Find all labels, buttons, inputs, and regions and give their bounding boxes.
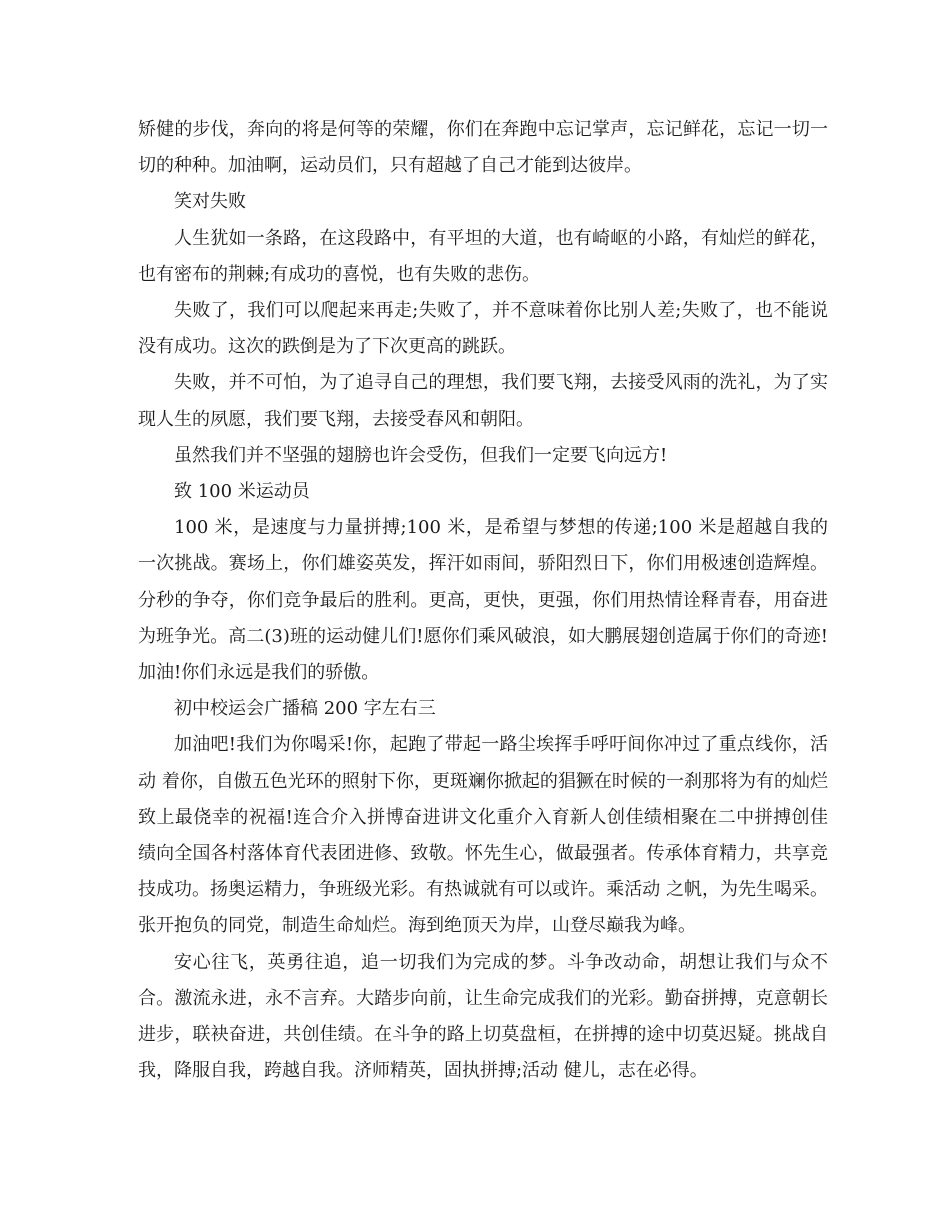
paragraph-3: 人生犹如一条路，在这段路中，有平坦的大道，也有崎岖的小路，有灿烂的鲜花，也有密布的荆棘;有成功的喜悦，也有失败的悲伤。 — [138, 227, 828, 285]
heading-smile-at-failure: 笑对失败 — [174, 191, 246, 213]
heading-100m-runners: 致 100 米运动员 — [174, 481, 310, 503]
document-page — [138, 112, 828, 1089]
heading-broadcast-three: 初中校运会广播稿 200 字左右三 — [174, 698, 436, 720]
paragraph-1: 矫健的步伐，奔向的将是何等的荣耀，你们在奔跑中忘记掌声，忘记鲜花，忘记一切一切的种种。加油啊，运动员们，只有超越了自己才能到达彼岸。 — [138, 119, 828, 177]
paragraph-11: 安心往飞，英勇往追，追一切我们为完成的梦。斗争改动命，胡想让我们与众不合。激流永进，永不言弃。大踏步向前，让生命完成我们的光彩。勤奋拼搏，克意朝长进步，联袂奋进，共创佳绩。在斗争的路上切莫盘桓，在拼搏的途中切莫迟疑。挑战自我，降服自我，跨越自我。济师精英，固执拼搏;活动 健儿，志在必得。 — [138, 951, 828, 1082]
paragraph-4: 失败了，我们可以爬起来再走;失败了，并不意味着你比别人差;失败了，也不能说没有成功。这次的跌倒是为了下次更高的跳跃。 — [138, 300, 828, 358]
paragraph-10: 加油吧!我们为你喝采!你，起跑了带起一路尘埃挥手呼吁间你冲过了重点线你，活动 着你，自傲五色光环的照射下你，更斑斓你掀起的猖獗在时候的一刹那将为有的灿烂致上最侥幸的祝福!连合介入拼博奋进讲文化重介入育新人创佳绩相聚在二中拼搏创佳绩向全国各村落体育代表团进修、致敬。怀先生心，做最强者。传承体育精力，共享竞技成功。扬奥运精力，争班级光彩。有热诚就有可以或许。乘活动 之帆，为先生喝采。张开抱负的同党，制造生命灿烂。海到绝顶天为岸，山登尽巅我为峰。 — [138, 734, 828, 937]
paragraph-6: 虽然我们并不坚强的翅膀也许会受伤，但我们一定要飞向远方! — [174, 444, 668, 466]
paragraph-5: 失败，并不可怕，为了追寻自己的理想，我们要飞翔，去接受风雨的洗礼，为了实现人生的夙愿，我们要飞翔，去接受春风和朝阳。 — [138, 372, 828, 430]
paragraph-8: 100 米，是速度与力量拼搏;100 米，是希望与梦想的传递;100 米是超越自我的一次挑战。赛场上，你们雄姿英发，挥汗如雨间，骄阳烈日下，你们用极速创造辉煌。分秒的争夺，你们竞争最后的胜利。更高，更快，更强，你们用热情诠释青春，用奋进为班争光。高二(3)班的运动健儿们!愿你们乘风破浪，如大鹏展翅创造属于你们的奇迹!加油!你们永远是我们的骄傲。 — [138, 517, 828, 684]
